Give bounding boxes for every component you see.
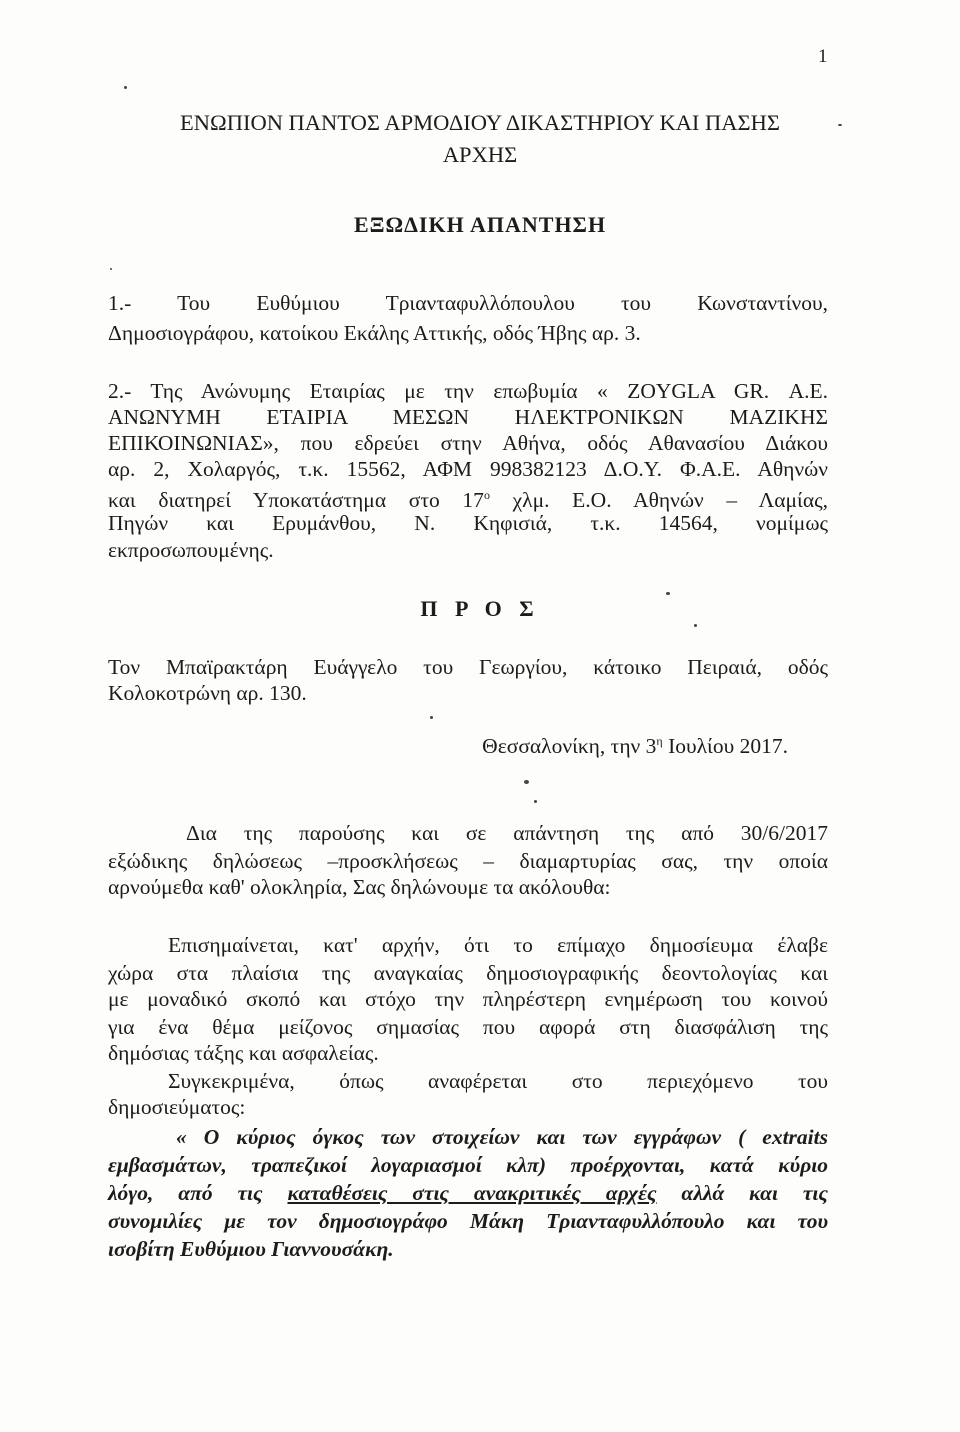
date-suffix: Ιουλίου 2017. — [662, 734, 788, 759]
scan-speck — [666, 592, 670, 595]
paragraph2-line: με μοναδικό σκοπό και στόχο την πληρέστερη ενημέρωση του κοινού — [108, 987, 828, 1011]
quote-line — [108, 1180, 828, 1206]
party2-line: ΕΠΙΚΟΙΝΩΝΙΑΣ», που εδρεύει στην Αθήνα, οδός Αθανασίου Διάκου — [108, 431, 828, 455]
header-line-2: ΑΡΧΗΣ — [442, 142, 518, 167]
paragraph1-line: Δια της παρούσης και σε απάντηση της από 30/6/2017 — [186, 821, 828, 845]
document-date — [440, 734, 788, 759]
paragraph2-line: Επισημαίνεται, κατ' αρχήν, ότι το επίμαχο δημοσίευμα έλαβε — [168, 933, 828, 957]
paragraph2-line: δημόσιας τάξης και ασφαλείας. — [108, 1041, 379, 1065]
document-title: ΕΞΩΔΙΚΗ ΑΠΑΝΤΗΣΗ — [353, 212, 607, 237]
party2-line: Πηγών και Ερυμάνθου, Ν. Κηφισιά, τ.κ. 14564, νομίμως — [108, 511, 828, 535]
pros-heading: Π Ρ Ο Σ — [420, 596, 540, 621]
party2-line — [108, 482, 828, 513]
quote-line3-end: αλλά και τις — [656, 1181, 828, 1205]
paragraph1-line: αρνούμεθα καθ' ολοκληρία, Σας δηλώνουμε τα ακόλουθα: — [108, 875, 611, 899]
party2-line5-start: και διατηρεί Υποκατάστημα στο 17 — [108, 488, 484, 513]
party2-line: ΑΝΩΝΥΜΗ ΕΤΑΙΡΙΑ ΜΕΣΩΝ ΗΛΕΚΤΡΟΝΙΚΩΝ ΜΑΖΙΚΗΣ — [108, 405, 828, 429]
scan-speck — [124, 86, 127, 89]
scan-speck — [110, 268, 112, 270]
party1-line: Δημοσιογράφου, κατοίκου Εκάλης Αττικής, οδός Ήβης αρ. 3. — [108, 321, 641, 345]
party2-line: 2.- Της Ανώνυμης Εταιρίας με την επωβυμία « ZOYGLA GR. Α.Ε. — [108, 379, 828, 403]
quote-underlined-phrase: καταθέσεις στις ανακριτικές αρχές — [287, 1181, 657, 1205]
scan-speck — [524, 780, 529, 784]
paragraph1-line: εξώδικης δηλώσεως –προσκλήσεως – διαμαρτυρίας σας, την οποία — [108, 849, 828, 873]
paragraph2-line: για ένα θέμα μείζονος σημασίας που αφορά στη διασφάλιση της — [108, 1015, 828, 1039]
date-superscript: η — [656, 734, 663, 748]
scan-speck — [694, 624, 697, 627]
paragraph2-line: χώρα στα πλαίσια της αναγκαίας δημοσιογραφικής δεοντολογίας και — [108, 961, 828, 985]
recipient-line: Τον Μπαϊρακτάρη Ευάγγελο του Γεωργίου, κάτοικο Πειραιά, οδός — [108, 655, 828, 679]
scan-speck — [534, 800, 537, 803]
paragraph3-line: Συγκεκριμένα, όπως αναφέρεται στο περιεχόμενο του — [168, 1069, 828, 1093]
quote-line: εμβασμάτων, τραπεζικοί λογαριασμοί κλπ) προέρχονται, κατά κύριο — [108, 1153, 828, 1177]
header-line-1: ΕΝΩΠΙΟΝ ΠΑΝΤΟΣ ΑΡΜΟΔΙΟΥ ΔΙΚΑΣΤΗΡΙΟΥ ΚΑΙ ΠΑΣΗΣ — [179, 110, 780, 135]
scan-speck — [430, 716, 433, 719]
party1-line: 1.- Του Ευθύμιου Τριανταφυλλόπουλου του Κωνσταντίνου, — [108, 291, 828, 315]
quote-line3-start: λόγο, από τις — [108, 1181, 288, 1205]
party2-line: εκπροσωπουμένης. — [108, 538, 274, 562]
page-number: 1 — [818, 46, 828, 67]
scan-speck — [838, 124, 842, 126]
paragraph3-line: δημοσιεύματος: — [108, 1095, 246, 1119]
quote-line: « Ο κύριος όγκος των στοιχείων και των εγγράφων ( extraits — [176, 1125, 828, 1149]
quote-line: συνομιλίες με τον δημοσιογράφο Μάκη Τριανταφυλλόπουλο και του — [108, 1209, 828, 1233]
recipient-line: Κολοκοτρώνη αρ. 130. — [108, 681, 307, 705]
quote-line: ισοβίτη Ευθύμιου Γιαννουσάκη. — [108, 1237, 394, 1261]
date-prefix: Θεσσαλονίκη, την 3 — [482, 734, 657, 759]
party2-line: αρ. 2, Χολαργός, τ.κ. 15562, ΑΦΜ 998382123 Δ.Ο.Υ. Φ.Α.Ε. Αθηνών — [108, 457, 828, 481]
superscript-ordinal: ο — [483, 488, 490, 502]
party2-line5-end: χλμ. Ε.Ο. Αθηνών – Λαμίας, — [489, 488, 828, 513]
